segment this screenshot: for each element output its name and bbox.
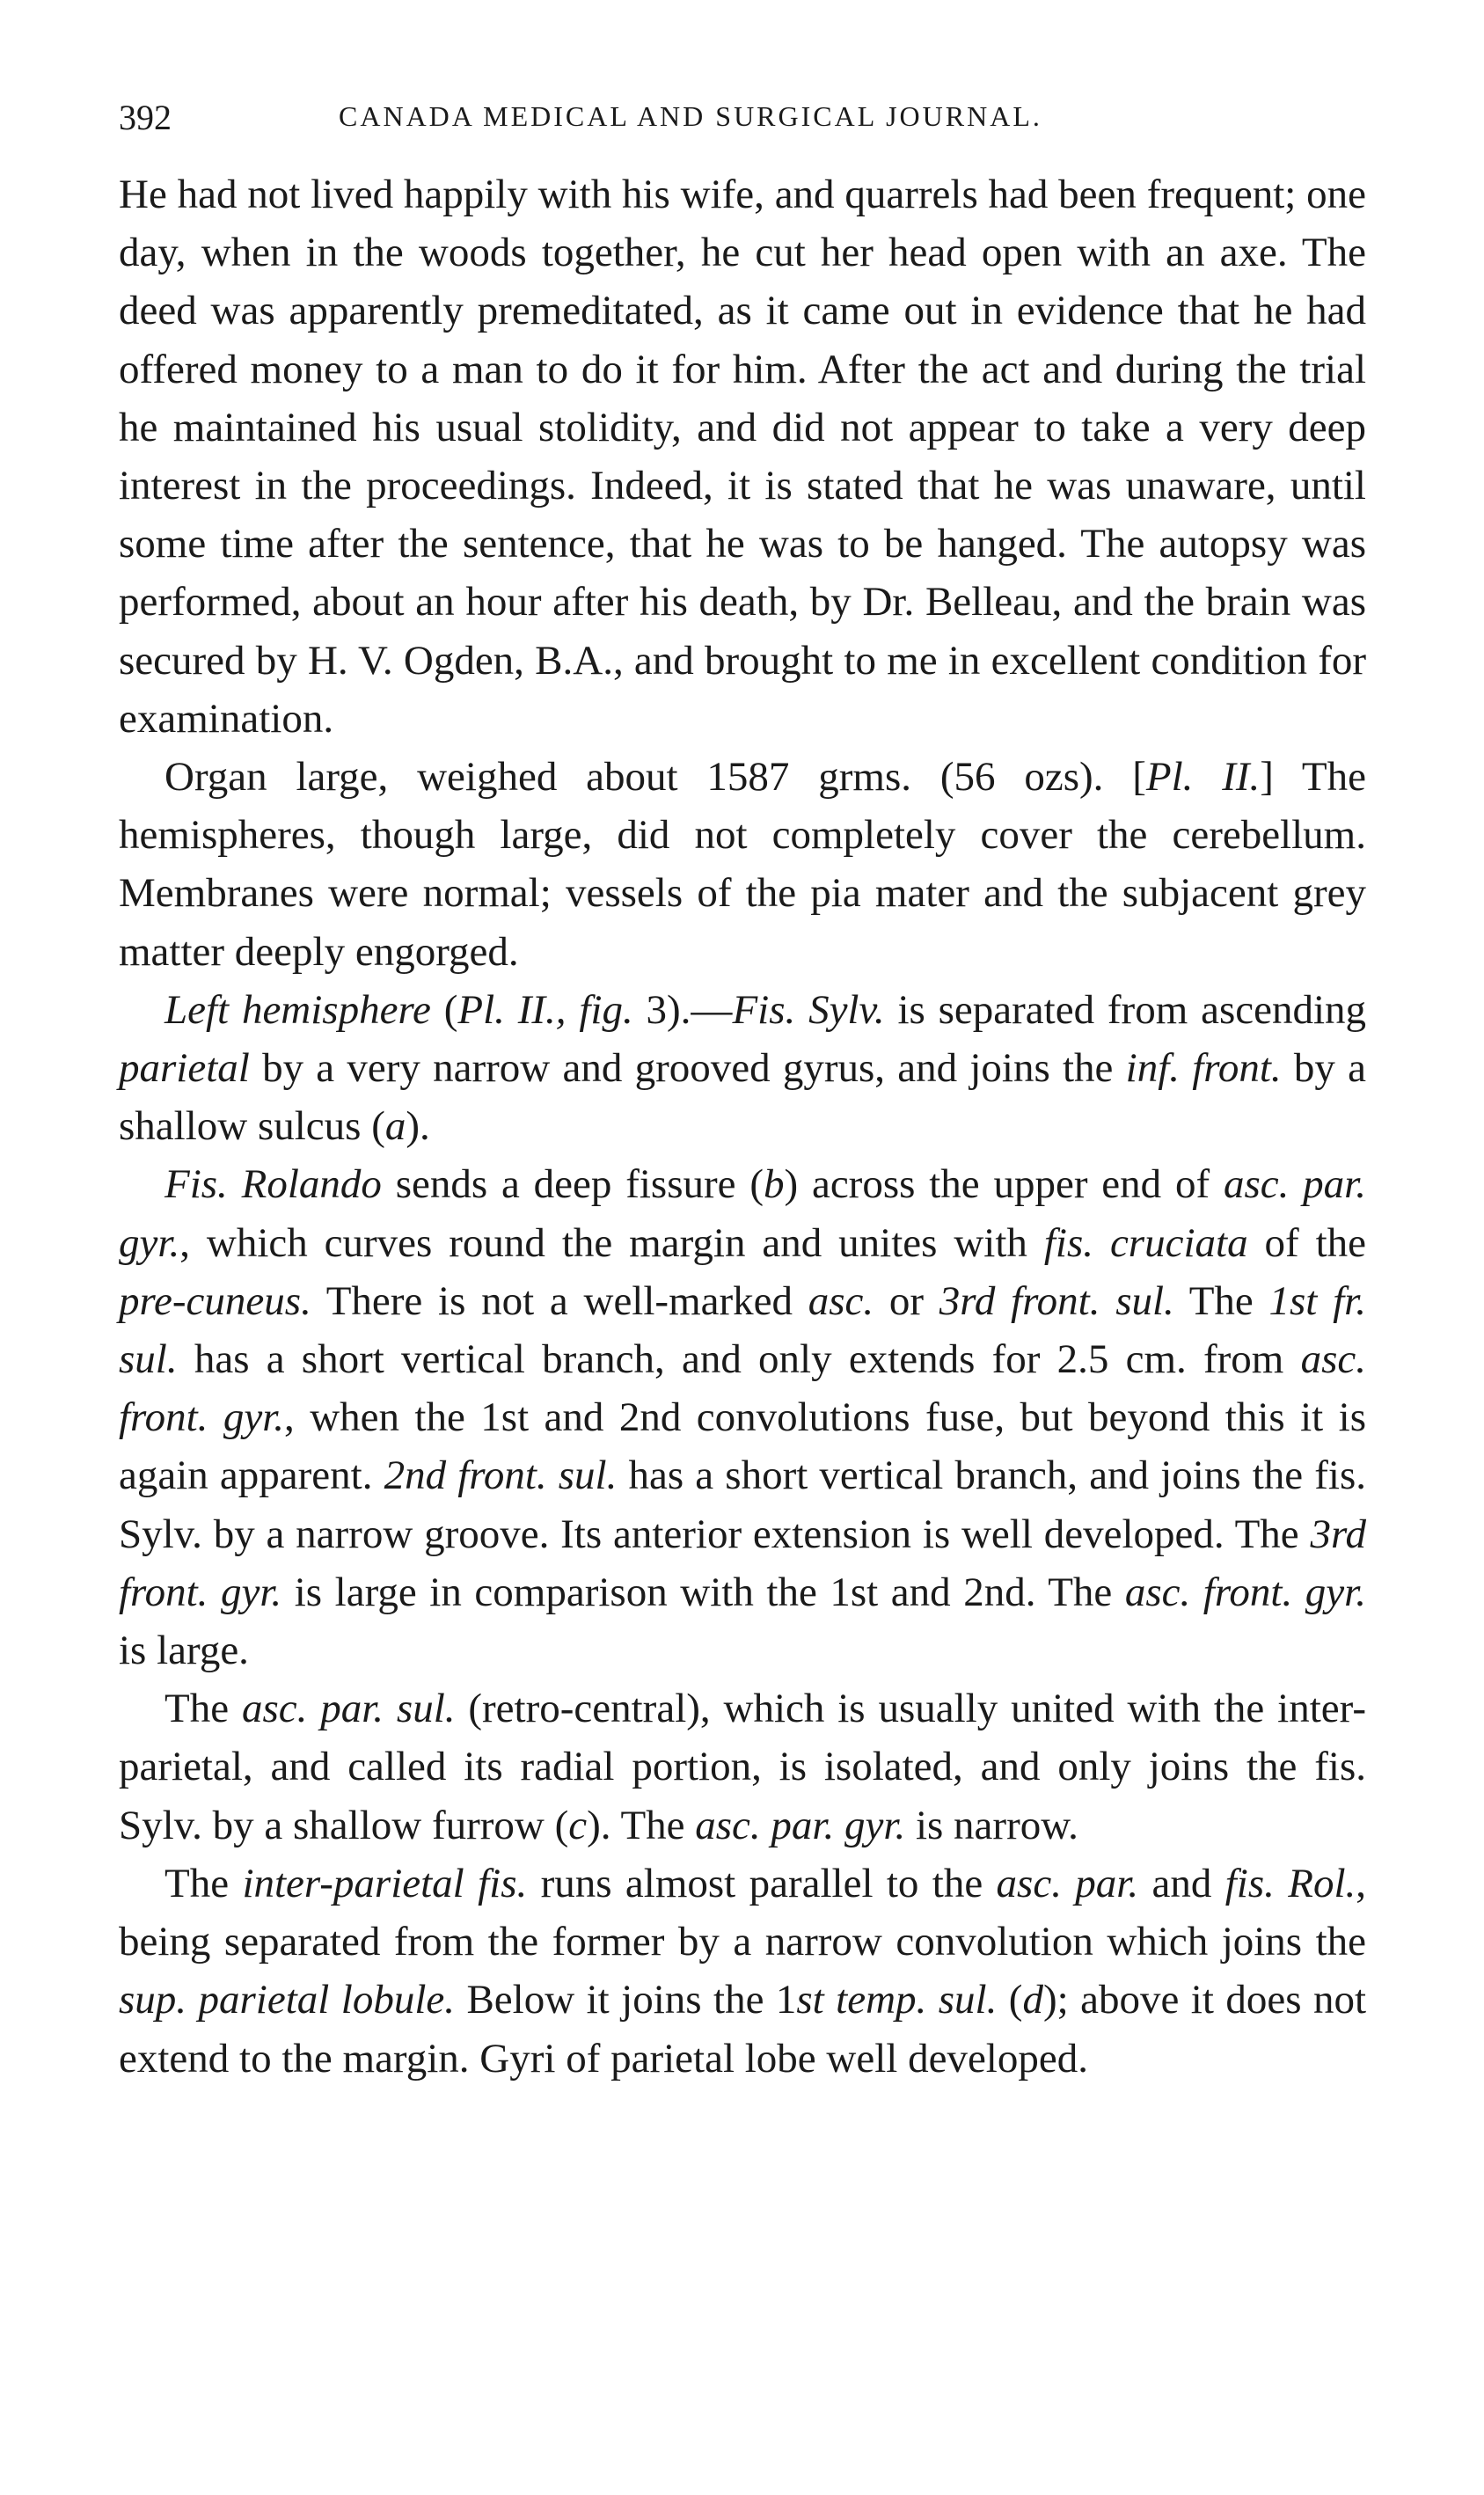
text-run: , which curves round the margin and unites with [179, 1219, 1044, 1266]
text-run: by a shallow sulcus ( [119, 1045, 1366, 1150]
italic-term: 3rd front. sul. [939, 1277, 1174, 1324]
text-run: has a short vertical branch, and only extends for 2.5 cm. from [177, 1336, 1301, 1383]
italic-term: asc. par. sul. [241, 1686, 456, 1732]
italic-term: Left hemisphere [164, 986, 431, 1033]
italic-term: 2nd front. sul. [384, 1452, 618, 1499]
italic-term: asc. par. [996, 1860, 1139, 1906]
text-run: (retro-central), which is usually united with the inter-parietal, and called its radial portion, is isolated, and only joins the fis. Sylv. by a shallow furrow ( [119, 1686, 1366, 1848]
italic-term: asc. par. gyr. [695, 1802, 906, 1848]
text-run: , being separated from the former by a narrow convolution which joins the [119, 1860, 1366, 1965]
italic-term: b [763, 1161, 785, 1208]
text-run: ); above it does not extend to the margin. Gyri of parietal lobe well developed. [119, 1977, 1367, 2082]
paragraph-left-hemisphere [119, 981, 1366, 1156]
italic-term: st temp. sul. [796, 1977, 998, 2023]
paragraph-organ-description [119, 748, 1366, 981]
italic-term: fis. cruciata [1043, 1219, 1248, 1266]
text-run: ] The hemispheres, though large, did not completely cover the cerebellum. Membranes were normal; vessels of the pia mater and the subjacent grey matter deeply engorged. [119, 754, 1366, 975]
text-run: is large. [119, 1628, 249, 1674]
italic-term: sup. parietal lobule. [119, 1977, 455, 2023]
text-run: The [1173, 1277, 1269, 1324]
italic-term: asc. par. gyr. [119, 1161, 1367, 1266]
italic-term: a [384, 1103, 406, 1150]
italic-term: 3rd front. gyr. [119, 1511, 1366, 1615]
italic-term: inf. front. [1125, 1045, 1282, 1092]
italic-term: asc. front. gyr. [119, 1336, 1366, 1441]
text-run: ). [406, 1103, 430, 1150]
journal-title: CANADA MEDICAL AND SURGICAL JOURNAL. [339, 100, 1042, 132]
italic-term: parietal [119, 1045, 250, 1092]
italic-term: c [568, 1802, 588, 1848]
text-run: ). The [587, 1802, 696, 1848]
paragraph-fissure-rolando [119, 1155, 1366, 1679]
paragraph-autopsy-history [119, 165, 1366, 748]
text-run: He had not lived happily with his wife, and quarrels had been frequent; one day, when in the woods together, he cut her head open with an axe. The deed was apparently premeditated, as it came out in evidence that he had offered money to a man to do it for him. After the act and during the trial he maintained his usual stolidity, and did not appear to take a very deep interest in the proceedings. Indeed, it is stated that he was unaware, until some time after the sentence, that he was to be hanged. The autopsy was performed, about an hour after his death, by Dr. Belleau, and the brain was secured by H. V. Ogden, B.A., and brought to me in excellent condition for examination. [119, 172, 1366, 742]
italic-term: Pl. II. [1145, 754, 1261, 801]
italic-term: pre-cuneus. [119, 1277, 311, 1324]
text-run: of the [1247, 1219, 1366, 1266]
italic-term: asc. [808, 1277, 874, 1324]
text-run: has a short vertical branch, and joins the fis. Sylv. by a narrow groove. Its anterior extension is well developed. The [119, 1452, 1367, 1557]
text-run: 3).— [632, 986, 733, 1033]
text-run: Organ large, weighed about 1587 grms. (56 ozs). [ [164, 754, 1146, 801]
text-run: is narrow. [905, 1802, 1078, 1848]
text-run: The [164, 1686, 242, 1732]
italic-term: Fis. Rolando [164, 1161, 382, 1208]
page-number: 392 [119, 98, 172, 137]
text-run: runs almost parallel to the [527, 1860, 997, 1906]
text-run: sends a deep fissure ( [381, 1161, 764, 1208]
text-run: , when the 1st and 2nd convolutions fuse, but beyond this it is again apparent. [119, 1394, 1366, 1499]
text-run: by a very narrow and grooved gyrus, and joins the [249, 1045, 1126, 1092]
italic-term: d [1022, 1977, 1043, 2023]
italic-term: inter-parietal fis. [242, 1860, 528, 1906]
text-run: Below it joins the 1 [455, 1977, 797, 2023]
italic-term: asc. front. gyr. [1124, 1569, 1366, 1615]
running-head [119, 97, 1366, 150]
document-page [119, 97, 1366, 2088]
text-run: ( [997, 1977, 1023, 2023]
text-run: and [1138, 1860, 1225, 1906]
paragraph-inter-parietal [119, 1855, 1366, 2088]
text-run: There is not a well-marked [311, 1277, 808, 1324]
italic-term: Fis. Sylv. [732, 986, 885, 1033]
text-run: The [164, 1860, 243, 1906]
paragraph-asc-par-sul [119, 1679, 1366, 1855]
italic-term: 1st fr. sul. [119, 1277, 1366, 1383]
text-run: is separated from ascending [884, 986, 1367, 1033]
text-run: ( [430, 986, 458, 1033]
text-run: ) across the upper end of [784, 1161, 1224, 1208]
text-run: or [874, 1277, 939, 1324]
italic-term: fis. Rol. [1224, 1860, 1356, 1906]
italic-term: Pl. II., fig. [457, 986, 633, 1033]
text-run: is large in comparison with the 1st and 2nd. The [281, 1569, 1125, 1615]
body-text [119, 165, 1366, 2088]
